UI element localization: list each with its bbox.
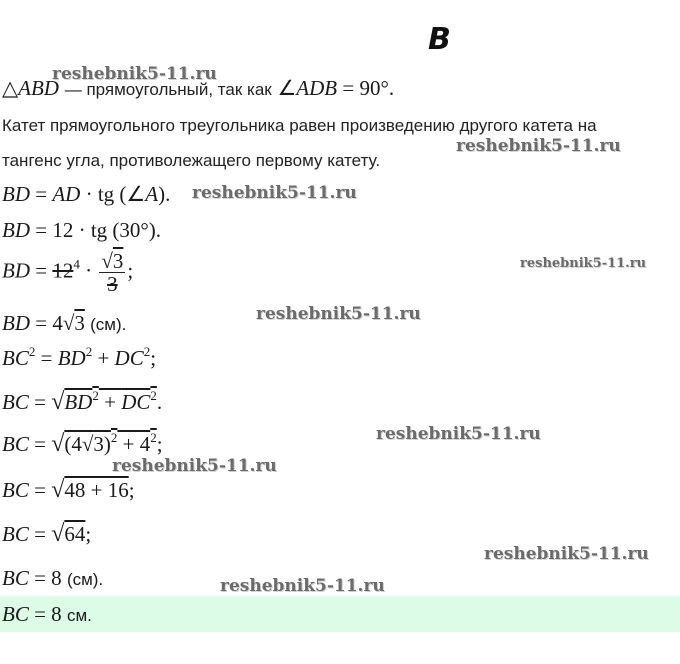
bd-unit: (см). <box>90 315 127 334</box>
formula-bc-64: BC = √64; <box>2 521 92 547</box>
bc-unit: (см). <box>66 570 104 589</box>
watermark: reshebnik5-11.ru <box>376 424 541 444</box>
triangle-statement: △ABD — прямоугольный, так как ∠ADB = 90°. <box>2 76 395 100</box>
problem-part-label: B <box>428 22 451 57</box>
final-answer: BC = 8 см. <box>2 602 92 626</box>
watermark: reshebnik5-11.ru <box>220 576 385 596</box>
watermark: reshebnik5-11.ru <box>52 64 217 84</box>
watermark: reshebnik5-11.ru <box>112 456 277 476</box>
sqrt3-over-3-fraction: $\frac{√3}{3}$ <box>101 249 124 297</box>
watermark: reshebnik5-11.ru <box>256 304 421 324</box>
watermark: reshebnik5-11.ru <box>192 183 357 203</box>
formula-bc-8: BC = 8 (см). <box>2 566 104 590</box>
watermark: reshebnik5-11.ru <box>484 544 649 564</box>
formula-bc-substituted: BC = $√(4√3)^2 + 4^2$; <box>2 430 163 457</box>
formula-bc-sqrt: BC = $√BD^2 + DC^2$. <box>2 388 163 415</box>
formula-pythagoras: $BC^2 = BD^2 + DC^2$; <box>2 344 157 370</box>
triangle-statement-text: — прямоугольный, так как <box>64 80 272 99</box>
formula-bc-48-16: BC = √48 + 16; <box>2 477 135 503</box>
theorem-line-1: Катет прямоугольного треугольника равен произведению другого катета на <box>2 116 597 135</box>
formula-bd-fraction: BD = $12^4$ · $\frac{√3}{3}$ ; <box>2 249 134 297</box>
theorem-line-2: тангенс угла, противолежащего первому катету. <box>2 151 381 170</box>
formula-bd-12: BD = 12 · tg (30°). <box>2 218 162 242</box>
answer-unit: см. <box>66 606 92 625</box>
formula-bd-tan: BD = AD · tg (∠A). <box>2 182 171 206</box>
answer-highlight <box>0 596 680 632</box>
watermark: reshebnik5-11.ru <box>520 256 647 271</box>
formula-bd-result: BD = 4√3 (см). <box>2 311 127 335</box>
watermark: reshebnik5-11.ru <box>456 136 621 156</box>
